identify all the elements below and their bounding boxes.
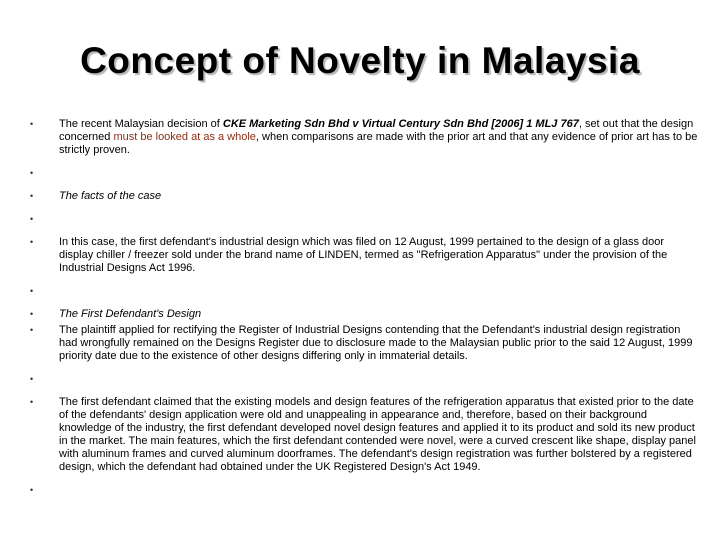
bullet-item-facts-heading xyxy=(28,190,700,203)
facts-heading: The facts of the case xyxy=(59,190,162,202)
bullet-item-first-defendant-heading xyxy=(28,308,700,321)
bullet-item-plaintiff xyxy=(28,324,700,363)
defendant-claim-text: The first defendant claimed that the existing models and design features of the refrigeration apparatus that existed prior to the date of the defendants' design application were old and unappealing in appearance and, therefore, based on their background knowledge of the industry, the first defendant developed novel design features and applied it to its product and sold its new product in the market. The main features, which the first defendant contended were novel, were a curved crescent like shape, display panel with aluminum frames and curved aluminum doorframes. The defendant's design registration was further bolstered by a registered design, which the defendant had obtained under the UK Registered Design's Act 1949. xyxy=(59,396,696,473)
highlight-phrase: must be looked at as a whole xyxy=(113,131,256,143)
case-citation: [2006] 1 MLJ 767 xyxy=(488,118,579,130)
bullet-empty xyxy=(28,373,700,386)
bullet-list xyxy=(28,118,700,507)
bullet-empty xyxy=(28,167,700,180)
plaintiff-text: The plaintiff applied for rectifying the Register of Industrial Designs contending that the Defendant's industrial design registration had wrongfully remained on the Designs Register due to disclosure made to the Malaysian public prior to the said 12 August, 1999 priority date due to the existence of other designs differing only in immaterial details. xyxy=(59,324,693,362)
bullet-empty xyxy=(28,484,700,497)
slide-title: Concept of Novelty in Malaysia xyxy=(80,40,640,81)
decision-text-end: , when comparisons are made with the prior art and that any evidence of prior art has to be strictly proven. xyxy=(59,131,698,156)
bullet-empty xyxy=(28,213,700,226)
bullet-item-facts xyxy=(28,236,700,275)
facts-text: In this case, the first defendant's industrial design which was filed on 12 August, 1999 pertained to the design of a glass door display chiller / freezer sold under the brand name of LINDEN, termed as "Refrigeration Apparatus" under the provision of the Industrial Designs Act 1996. xyxy=(59,236,668,274)
decision-text-middle: , set out that the design concerned xyxy=(59,118,694,143)
case-name: CKE Marketing Sdn Bhd v Virtual Century Sdn Bhd xyxy=(222,118,489,130)
decision-text-intro: The recent Malaysian decision of xyxy=(59,118,223,130)
bullet-empty xyxy=(28,285,700,298)
bullet-item-defendant-claim xyxy=(28,396,700,474)
first-defendant-heading: The First Defendant's Design xyxy=(59,308,202,320)
bullet-item-decision xyxy=(28,118,700,157)
